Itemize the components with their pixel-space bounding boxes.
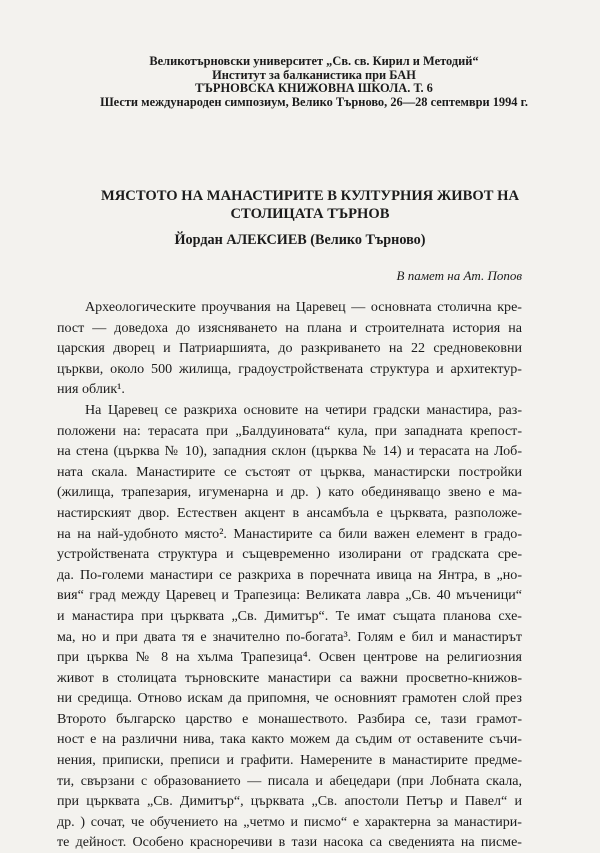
- body-line: ни средища. Отново искам да припомня, че основният грамотен слой през: [57, 690, 522, 707]
- body-line: при църквата „Св. Димитър“, църквата „Св. апостоли Петър и Павел“ и: [57, 793, 522, 810]
- body-line: Второто българско царство е монашеството. Разбира се, тази грамот-: [57, 710, 522, 727]
- body-line: вия“ град между Царевец и Трапезица: Великата лавра „Св. 40 мъченици“: [57, 587, 522, 604]
- article-author: Йордан АЛЕКСИЕВ (Велико Търново): [174, 232, 426, 248]
- body-line: Археологическите проучвания на Царевец — основната столична кре-: [85, 299, 522, 315]
- body-line: живот в столицата търновските манастири са важни просветно-книжов-: [57, 669, 522, 686]
- body-line: ния облик¹.: [57, 381, 125, 398]
- header-institute: Институт за балканистика при БАН: [212, 67, 416, 82]
- body-line: др. ) сочат, че обучението на „четмо и писмо“ е характерна за манастири-: [57, 813, 522, 830]
- body-line: при църква № 8 на хълма Трапезица⁴. Освен центрове на религиозния: [57, 649, 522, 666]
- publication-header: [54, 55, 574, 109]
- body-line: на стена (църква № 10), западния склон (църква № 14) и терасата на Лоб-: [57, 443, 522, 460]
- body-line: пост — доведоха до изясняването на плана и строителната история на: [57, 319, 522, 336]
- body-line: те дейност. Особено красноречиви в тази насока са сведенията на писме-: [57, 834, 522, 851]
- body-line: настирският двор. Естествен акцент в ансамбъла е църквата, разположе-: [57, 504, 522, 521]
- body-line: да. По-големи манастири се разкриха в поречната ивица на Янтра, в „но-: [57, 566, 522, 583]
- body-line: ти, свързани с образованието — писала и абецедари (при Лобната скала,: [57, 772, 522, 789]
- body-line: ност е на различни нива, така както можем да съдим от оставените съчи-: [57, 731, 522, 748]
- body-line: устройствената структура и същевременно изолирани от градската сре-: [57, 546, 522, 563]
- title-line-2: СТОЛИЦАТА ТЪРНОВ: [230, 205, 390, 222]
- header-symposium: Шести международен симпозиум, Велико Търново, 26—28 септември 1994 г.: [100, 94, 528, 109]
- body-line: на на най-удобното място². Манастирите са били важен елемент в градо-: [57, 525, 522, 542]
- body-line: църкви, около 500 жилища, градоустройствената структура и архитектур-: [57, 360, 522, 377]
- article-body: [57, 297, 522, 853]
- body-line: положени на: терасата при „Балдуиновата“ кула, при западната крепост-: [57, 422, 522, 439]
- body-line: (жилища, трапезария, игуменарна и др. ) като обединяващо звено е ма-: [57, 484, 522, 501]
- dedication: В памет на Ат. Попов: [396, 268, 522, 283]
- title-line-1: МЯСТОТО НА МАНАСТИРИТЕ В КУЛТУРНИЯ ЖИВОТ НА: [100, 188, 520, 204]
- body-line: царския дворец и Патриаршията, до разкриването на 22 средновековни: [57, 340, 522, 357]
- body-line: и манастира при църквата „Св. Димитър“. Те имат същата планова схе-: [57, 607, 522, 624]
- body-line: ма, но и при двата тя е значително по-богата³. Голям е бил и манастирът: [57, 628, 522, 645]
- header-series: ТЪРНОВСКА КНИЖОВНА ШКОЛА. Т. 6: [195, 81, 433, 95]
- article-title: [60, 188, 560, 223]
- body-line: ната скала. Манастирите се състоят от църква, манастирски постройки: [57, 463, 522, 480]
- body-line: На Царевец се разкриха основите на четири градски манастира, раз-: [85, 401, 522, 418]
- body-line: нения, приписки, преписи и графити. Намерените в манастирите предме-: [57, 752, 522, 769]
- header-university: Великотърновски университет „Св. св. Кирил и Методий“: [149, 54, 479, 68]
